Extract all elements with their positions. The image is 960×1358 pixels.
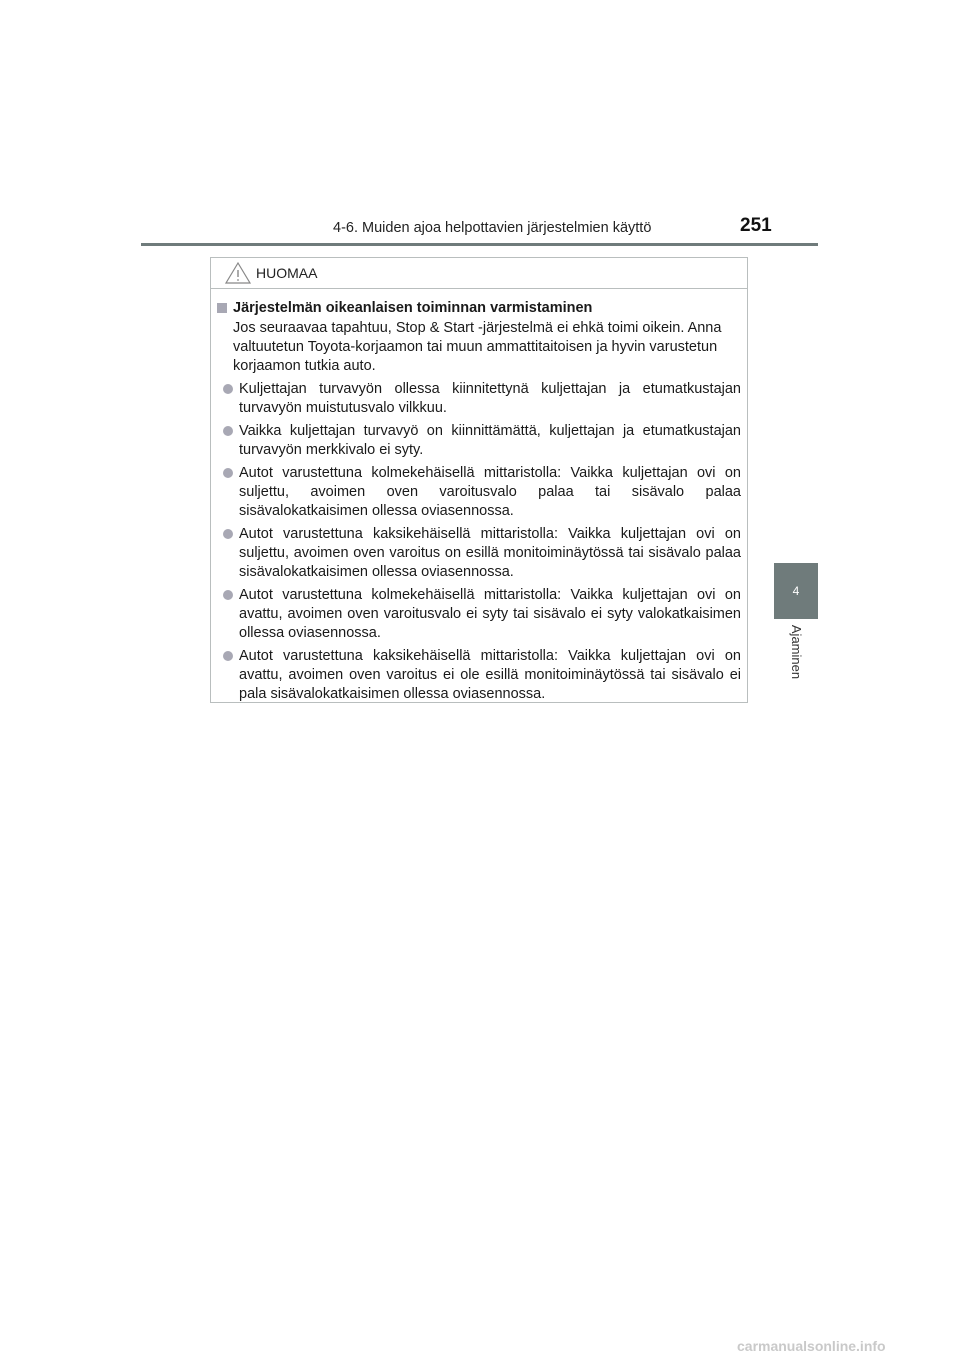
bullet-list bbox=[217, 380, 741, 704]
round-bullet-icon bbox=[223, 384, 233, 394]
notice-header bbox=[211, 258, 747, 289]
chapter-label: Ajaminen bbox=[789, 624, 804, 680]
list-item-text: Autot varustettuna kaksikehäisellä mittaristolla: Vaikka kuljettajan ovi on avattu, avoimen oven varoitus ei ole esillä monitoiminäytössä tai sisävalo ei pala sisävalokatkaisimen ollessa oviasennossa. bbox=[239, 648, 741, 702]
round-bullet-icon bbox=[223, 468, 233, 478]
section-header: 4-6. Muiden ajoa helpottavien järjestelmien käyttö bbox=[333, 220, 652, 236]
round-bullet-icon bbox=[223, 590, 233, 600]
round-bullet-icon bbox=[223, 529, 233, 539]
list-item-text: Autot varustettuna kolmekehäisellä mittaristolla: Vaikka kuljettajan ovi on suljettu, avoimen oven varoitusvalo palaa tai sisävalo palaa sisävalokatkaisimen ollessa oviasennossa. bbox=[239, 465, 741, 519]
round-bullet-icon bbox=[223, 651, 233, 661]
notice-body bbox=[211, 289, 747, 704]
round-bullet-icon bbox=[223, 426, 233, 436]
notice-box bbox=[210, 257, 748, 703]
square-bullet-icon bbox=[217, 303, 227, 313]
list-item-text: Kuljettajan turvavyön ollessa kiinnitettynä kuljettajan ja etumatkustajan turvavyön muistutusvalo vilkkuu. bbox=[239, 381, 741, 416]
notice-title: HUOMAA bbox=[256, 265, 318, 281]
watermark: carmanualsonline.info bbox=[737, 1338, 886, 1354]
section-heading bbox=[217, 299, 741, 318]
list-item-text: Autot varustettuna kolmekehäisellä mittaristolla: Vaikka kuljettajan ovi on avattu, avoimen oven varoitusvalo ei syty tai sisävalo ei syty valokatkaisimen ollessa oviasennossa. bbox=[239, 587, 741, 641]
header-divider bbox=[141, 243, 818, 246]
section-heading-text: Järjestelmän oikeanlaisen toiminnan varmistaminen bbox=[233, 300, 593, 316]
warning-triangle-icon bbox=[224, 261, 252, 285]
chapter-number: 4 bbox=[792, 584, 800, 598]
list-item-text: Autot varustettuna kaksikehäisellä mittaristolla: Vaikka kuljettajan ovi on suljettu, avoimen oven varoitus on esillä monitoiminäytössä tai sisävalo palaa sisävalokatkaisimen ollessa oviasennossa. bbox=[239, 526, 741, 580]
list-item bbox=[217, 525, 741, 582]
list-item bbox=[217, 464, 741, 521]
list-item bbox=[217, 380, 741, 418]
list-item-text: Vaikka kuljettajan turvavyö on kiinnittämättä, kuljettajan ja etumatkustajan turvavyön merkkivalo ei syty. bbox=[239, 423, 741, 458]
list-item bbox=[217, 422, 741, 460]
list-item bbox=[217, 647, 741, 704]
page-number: 251 bbox=[740, 215, 772, 236]
list-item bbox=[217, 586, 741, 643]
intro-paragraph: Jos seuraavaa tapahtuu, Stop & Start -järjestelmä ei ehkä toimi oikein. Anna valtuutetun Toyota-korjaamon tai muun ammattitaitoisen ja hyvin varustetun korjaamon tutkia auto. bbox=[233, 320, 722, 374]
